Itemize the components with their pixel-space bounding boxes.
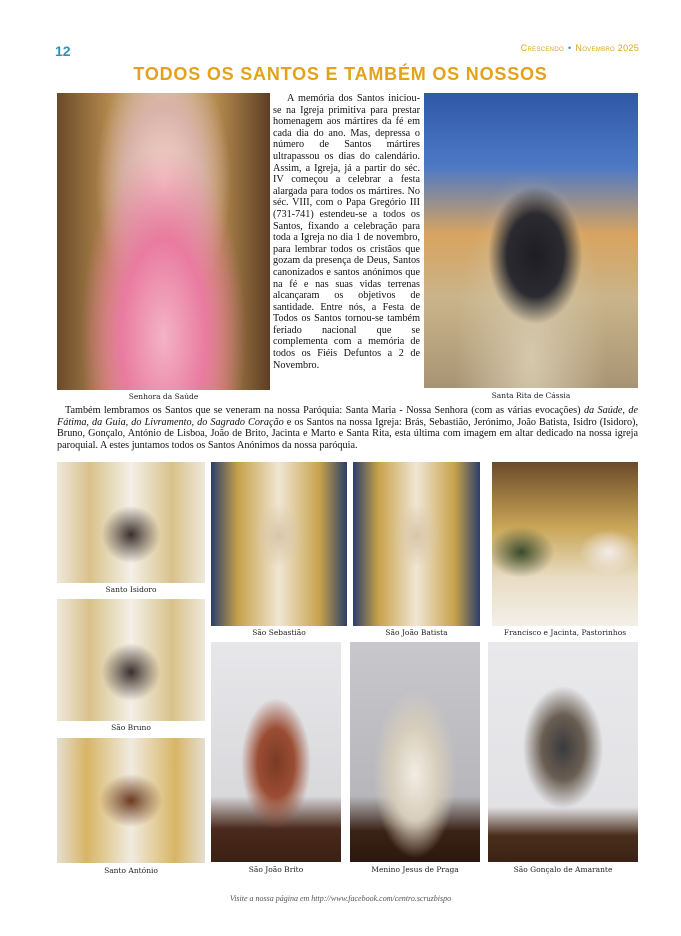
footer-link-text: Visite a nossa página em http://www.facebook.com/centro.scruzbispo [229, 894, 452, 903]
issue-date: Novembro 2025 [575, 43, 639, 53]
issue-header [521, 43, 639, 53]
caption-menino-jesus: Menino Jesus de Praga [371, 865, 459, 874]
photo-pastorinhos [492, 462, 638, 626]
photo-santa-rita [424, 93, 638, 388]
caption-sao-joao-brito: São João Brito [248, 865, 304, 874]
caption-santo-antonio: Santo António [104, 866, 158, 875]
header-separator: • [567, 43, 572, 53]
photo-sao-joao-batista [353, 462, 480, 626]
article-paragraph-1 [273, 93, 420, 371]
article-title: TODOS OS SANTOS E TAMBÉM OS NOSSOS [133, 64, 548, 84]
caption-sao-bruno: São Bruno [111, 723, 151, 732]
photo-menino-jesus [350, 642, 480, 862]
paragraph-2-start: Também lembramos os Santos que se veneram na nossa Paróquia: Santa Maria - Nossa Senhora (com as várias evocações) [65, 405, 584, 416]
caption-sao-sebastiao: São Sebastião [252, 628, 306, 637]
caption-santa-rita: Santa Rita de Cássia [491, 391, 571, 400]
publication-name: Crescendo [520, 43, 564, 53]
photo-santo-antonio [57, 738, 205, 863]
caption-senhora-da-saude: Senhora da Saúde [128, 392, 199, 401]
caption-sao-goncalo: São Gonçalo de Amarante [513, 865, 613, 874]
paragraph-2-italic: da Saúde, de Fátima, da Guia, do Livramento, do Sagrado Coração [57, 405, 638, 428]
photo-sao-sebastiao [211, 462, 347, 626]
photo-sao-bruno [57, 599, 205, 721]
caption-pastorinhos: Francisco e Jacinta, Pastorinhos [503, 628, 627, 637]
photo-santo-isidoro [57, 462, 205, 583]
photo-senhora-da-saude [57, 93, 270, 390]
paragraph-2-end: e os Santos na nossa Igreja: Brás, Sebastião, Jerónimo, João Batista, Isidro (Isidoro), Bruno, Gonçalo, António de Lisboa, João de Brito, Jacinta e Marto e Santa Rita, esta última com imagem em altar dedicado na nossa igreja paroquial. A estes juntamos todos os Santos Anónimos da nossa paróquia. [57, 416, 638, 451]
photo-sao-goncalo [488, 642, 638, 862]
article-paragraph-2 [57, 405, 638, 451]
article-paragraph-1-text: A memória dos Santos iniciou-se na Igreja primitiva para prestar homenagem aos mártires da fé em cada dia do ano. Mas, depressa o número de Santos mártires ultrapassou os dias do calendário. Assim, a Igreja, já a partir do séc. IV começou a celebrar a festa alargada para todos os mártires. No séc. VIII, com o Papa Gregório III (731-741) estendeu-se a todos os Santos, fixando a celebração para toda a Igreja no dia 1 de novembro, para lembrar todos os cristãos que gozam da presença de Deus, Santos canonizados e santos anónimos que na fé e nas suas vidas terrenas alcançaram os objetivos de santidade. Entre nós, a Festa de Todos os Santos tornou-se também feriado nacional que se complementa com a memória de todos os Fiéis Defuntos a 2 de Novembro. [273, 93, 420, 371]
caption-sao-joao-batista: São João Batista [385, 628, 448, 637]
page-number: 12 [55, 43, 71, 59]
caption-santo-isidoro: Santo Isidoro [105, 585, 157, 594]
photo-sao-joao-brito [211, 642, 341, 862]
